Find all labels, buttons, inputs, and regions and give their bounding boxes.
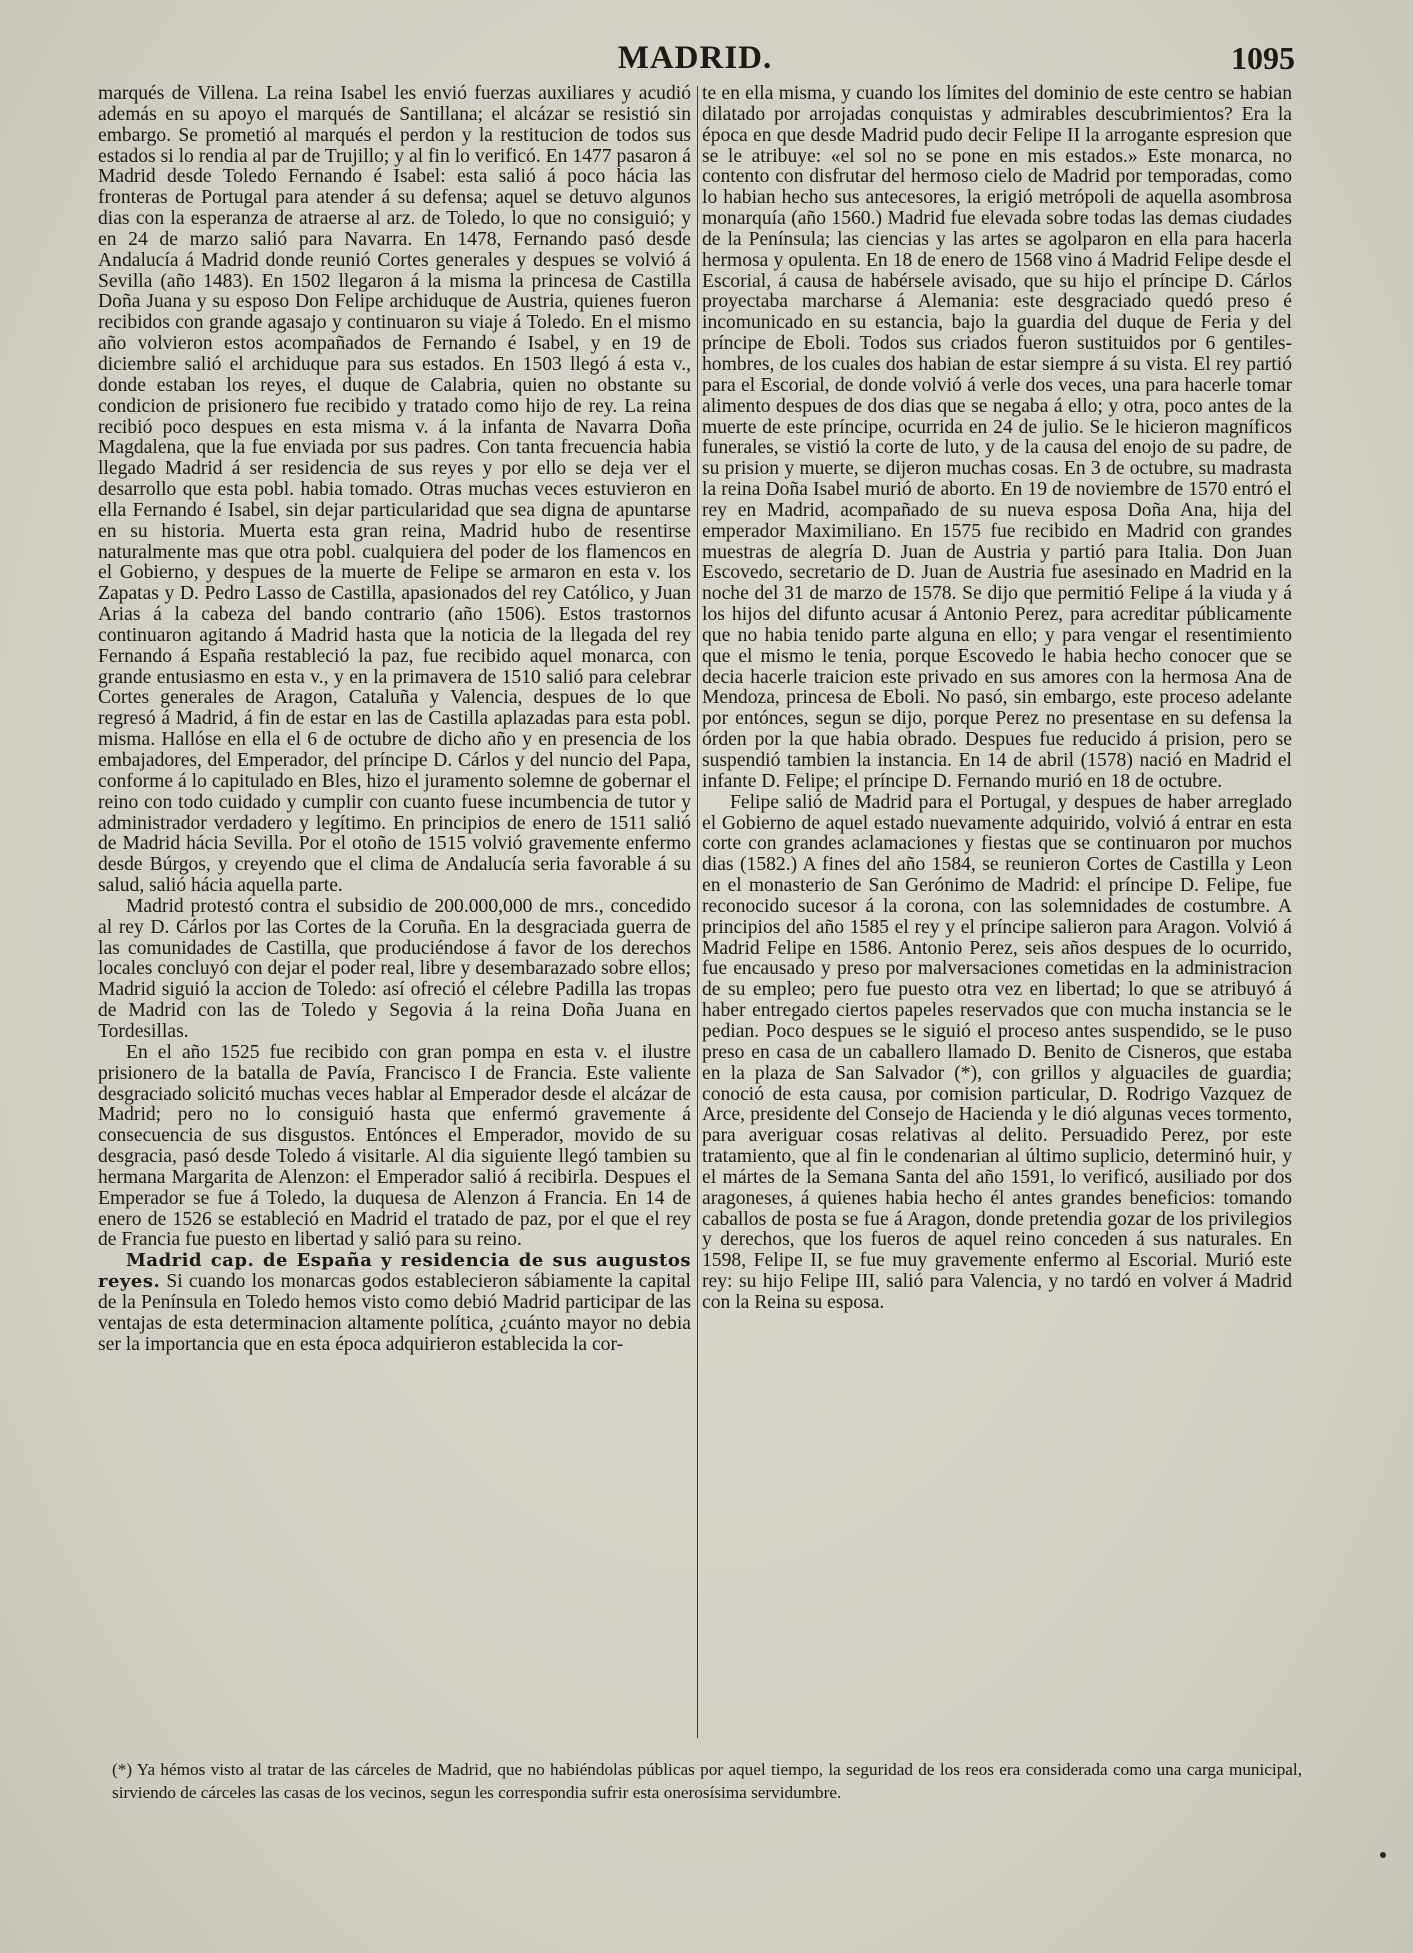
left-paragraph-4	[98, 1251, 691, 1355]
ink-spot	[1380, 1852, 1386, 1858]
section-body: Si cuando los monarcas godos establecieron sábiamente la capital de la Península en Toledo hemos visto como debió Madrid participar de las ventajas de esta determinacion altamente política, ¿cuánto mayor no debia ser la importancia que en esta época adquirieron establecida la cor-	[98, 1271, 691, 1355]
page-number: 1095	[1231, 40, 1295, 76]
left-column	[98, 84, 691, 1355]
right-paragraph-2: Felipe salió de Madrid para el Portugal, y despues de haber arreglado el Gobierno de aquel estado nuevamente adquirido, volvió á entrar en esta corte con grandes aclamaciones y fiestas que se continuaron por muchos dias (1582.) A fines del año 1584, se reunieron Cortes de Castilla y Leon en el monasterio de San Gerónimo de Madrid: el príncipe D. Felipe, fue reconocido sucesor á la corona, con las solemnidades de costumbre. A principios del año 1585 el rey y el príncipe salieron para Aragon. Volvió á Madrid Felipe en 1586. Antonio Perez, seis años despues de lo ocurrido, fue encausado y preso por malversaciones cometidas en la administracion de su empleo; pero fue puesto otra vez en libertad; lo que se atribuyó á haber entregado ciertos papeles reservados que con mucha instancia se le pedian. Poco despues se le siguió el proceso antes suspendido, se le puso preso en casa de un caballero llamado D. Benito de Cisneros, que estaba en la plaza de San Salvador (*), con grillos y alguaciles de guardia; conoció de esta causa, por comision particular, D. Rodrigo Vazquez de Arce, presidente del Consejo de Hacienda y le dió algunas veces tormento, para averiguar cosas relativas al delito. Persuadido Perez, por este tratamiento, que al fin le condenarian al último suplicio, determinó huir, y el mártes de la Semana Santa del año 1591, lo verificó, ausiliado por dos aragoneses, á quienes habia hecho él antes grandes beneficios: tomando caballos de posta se fue á Aragon, donde pretendia gozar de los privilegios y derechos, que los fueros de aquel reino conceden á sus naturales. En 1598, Felipe II, se fue muy gravemente enfermo al Escorial. Murió este rey: su hijo Felipe III, salió para Valencia, y no tardó en volver á Madrid con la Reina su esposa.	[702, 791, 1292, 1313]
footnote: (*) Ya hémos visto al tratar de las cárceles de Madrid, que no habiéndolas públicas por aquel tiempo, la seguridad de los reos era considerada como una carga municipal, sirviendo de cárceles las casas de los vecinos, segun les correspondia sufrir esta onerosísima servidumbre.	[112, 1760, 1302, 1802]
left-paragraph-2: Madrid protestó contra el subsidio de 200.000,000 de mrs., concedido al rey D. Cárlos por las Cortes de la Coruña. En la desgraciada guerra de las comunidades de Castilla, que produciéndose á favor de los derechos locales concluyó con dejar el poder real, libre y desembarazado sobre ellos; Madrid siguió la accion de Toledo: así ofreció el célebre Padilla las tropas de Madrid con las de Toledo y Segovia á la reina Doña Juana en Tordesillas.	[98, 895, 691, 1042]
left-paragraph-1: marqués de Villena. La reina Isabel les envió fuerzas auxiliares y acudió además en su apoyo el marqués de Santillana; el alcázar se resistió sin embargo. Se prometió al marqués el perdon y la restitucion de todos sus estados si lo rendia al par de Trujillo; y al fin lo verificó. En 1477 pasaron á Madrid desde Toledo Fernando é Isabel: esta salió á poco hácia las fronteras de Portugal para atender á su defensa; aquel se detuvo algunos dias con la esperanza de atraerse al arz. de Toledo, lo que no consiguió; y en 24 de marzo salió para Navarra. En 1478, Fernando pasó desde Andalucía á Madrid donde reunió Cortes generales y despues se volvió á Sevilla (año 1483). En 1502 llegaron á la misma la princesa de Castilla Doña Juana y su esposo Don Felipe archiduque de Austria, quienes fueron recibidos con grande agasajo y continuaron su viaje á Toledo. En el mismo año volvieron estos acompañados de Fernando é Isabel, y en 19 de diciembre salió el archiduque para sus estados. En 1503 llegó á esta v., donde estaban los reyes, el duque de Calabria, quien no obstante su condicion de prisionero fue recibido y tratado como hijo de rey. La reina recibió poco despues en esta misma v. á la infanta de Navarra Doña Magdalena, que la fue enviada por sus padres. Con tanta frecuencia habia llegado Madrid á ser residencia de sus reyes y por ello se deja ver el desarrollo que esta pobl. habia tomado. Otras muchas veces estuvieron en ella Fernando é Isabel, sin dejar particularidad que sea digna de apuntarse en su historia. Muerta esta gran reina, Madrid hubo de resentirse naturalmente mas que otra pobl. cualquiera del poder de los flamencos en el Gobierno, y despues de la muerte de Felipe se armaron en esta v. los Zapatas y D. Pedro Lasso de Castilla, apasionados del rey Católico, y Juan Arias á la cabeza del bando contrario (año 1506). Estos trastornos continuaron agitando á Madrid hasta que la noticia de la llegada del rey Fernando á España restableció la paz, fue recibido aquel monarca, con grande entusiasmo en esta v., y en la primavera de 1510 salió para celebrar Cortes generales de Aragon, Cataluña y Valencia, despues de lo que regresó á Madrid, á fin de estar en las de Castilla aplazadas para esta pobl. misma. Hallóse en ella el 6 de octubre de dicho año y en presencia de los embajadores, del Emperador, del príncipe D. Cárlos y del nuncio del Papa, conforme á lo capitulado en Bles, hizo el juramento solemne de gobernar el reino con todo cuidado y cumplir con cuanto fuese incumbencia de tutor y administrador verdadero y legítimo. En principios de enero de 1511 salió de Madrid hácia Sevilla. Por el otoño de 1515 volvió gravemente enfermo desde Búrgos, y creyendo que el clima de Andalucía seria favorable á su salud, salió hácia aquella parte.	[98, 83, 691, 897]
left-paragraph-3: En el año 1525 fue recibido con gran pompa en esta v. el ilustre prisionero de la batalla de Pavía, Francisco I de Francia. Este valiente desgraciado solicitó muchas veces hablar al Emperador desde el alcázar de Madrid; pero no lo consiguió hasta que enfermó gravemente á consecuencia de sus disgustos. Entónces el Emperador, movido de su desgracia, pasó desde Toledo á visitarle. Al dia siguiente llegó tambien su hermana Margarita de Alenzon: el Emperador salió á recibirla. Despues el Emperador se fue á Toledo, la duquesa de Alenzon á Francia. En 14 de enero de 1526 se estableció en Madrid el tratado de paz, por el que el rey de Francia fue puesto en libertad y salió para su reino.	[98, 1041, 691, 1251]
running-head: MADRID.	[617, 40, 773, 76]
column-divider	[697, 86, 698, 1738]
right-paragraph-1: te en ella misma, y cuando los límites del dominio de este centro se habian dilatado por arrojadas conquistas y admirables descubrimientos? Era la época en que desde Madrid pudo decir Felipe II la arrogante espresion que se le atribuye: «el sol no se pone en mis estados.» Este monarca, no contento con disfrutar del hermoso cielo de Madrid por temporadas, como lo habian hecho sus antecesores, la erigió metrópoli de aquella asombrosa monarquía (año 1560.) Madrid fue elevada sobre todas las demas ciudades de la Península; las ciencias y las artes se agolparon en ella para hacerla hermosa y opulenta. En 18 de enero de 1568 vino á Madrid Felipe desde el Escorial, á causa de habérsele avisado, que su hijo el príncipe D. Cárlos proyectaba marcharse á Alemania: este desgraciado quedó preso é incomunicado en su estancia, bajo la guardia del duque de Feria y del príncipe de Eboli. Todos sus criados fueron sustituidos por 6 gentiles-hombres, de los cuales dos habian de estar siempre á su vista. El rey partió para el Escorial, de donde volvió á verle dos veces, una para hacerle tomar alimento despues de dos dias que se negaba á ello; y otra, poco antes de la muerte de este príncipe, ocurrida en 24 de julio. Se le hicieron magníficos funerales, se vistió la corte de luto, y de la causa del enojo de su padre, de su prision y muerte, se dijeron muchas cosas. En 3 de octubre, su madrasta la reina Doña Isabel murió de aborto. En 19 de noviembre de 1570 entró el rey en Madrid, acompañado de su nueva esposa Doña Ana, hija del emperador Maximiliano. En 1575 fue recibido en Madrid con grandes muestras de alegría D. Juan de Austria y partió para Italia. Don Juan Escovedo, secretario de D. Juan de Austria fue asesinado en Madrid en la noche del 31 de marzo de 1578. Se dijo que permitió Felipe á la viuda y á los hijos del difunto acusar á Antonio Perez, para acreditar públicamente que no habia tenido parte alguna en ello; y para vengar el resentimiento que el mismo le tenia, porque Escovedo le habia hecho conocer que se decia hacerle traicion este privado en sus amores con la hermosa Ana de Mendoza, princesa de Eboli. No pasó, sin embargo, este proceso adelante por entónces, segun se dijo, porque Perez no presentase en su defensa la órden por la que habia obrado. Despues fue reducido á prision, pero se suspendió tambien la instancia. En 14 de abril (1578) nació en Madrid el infante D. Felipe; el príncipe D. Fernando murió en 18 de octubre.	[702, 83, 1292, 792]
page-header	[95, 40, 1295, 84]
right-column	[702, 84, 1292, 1314]
section-heading: Madrid cap. de España y residencia de sus augustos reyes.	[98, 1250, 691, 1293]
